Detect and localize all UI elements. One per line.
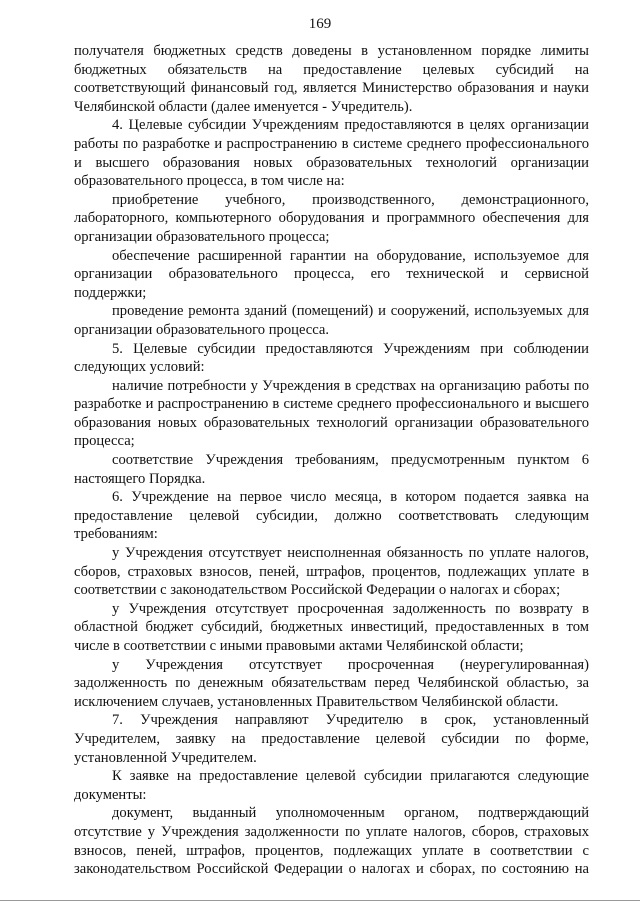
- scan-edge-line: [0, 900, 640, 901]
- paragraph-4: обеспечение расширенной гарантии на оборудование, используемое для организации образовательного процесса, его технической и сервисной поддержки;: [74, 247, 589, 301]
- paragraph-12: у Учреждения отсутствует просроченная (неурегулированная) задолженность по денежным обязательствам перед Челябинской областью, за исключением случаев, установленных Правительством Челябинской области.: [74, 656, 589, 710]
- paragraph-7: наличие потребности у Учреждения в средствах на организацию работы по разработке и распространению в системе среднего профессионального и высшего образования новых образовательных технологий организации образовательного процесса;: [74, 377, 589, 450]
- paragraph-14: К заявке на предоставление целевой субсидии прилагаются следующие документы:: [74, 768, 589, 803]
- paragraph-1: получателя бюджетных средств доведены в установленном порядке лимиты бюджетных обязательств на предоставление целевых субсидий на соответствующий финансовый год, является Министерство образования и науки Челябинской области (далее именуется - Учредитель).: [74, 43, 589, 115]
- paragraph-3: приобретение учебного, производственного, демонстрационного, лабораторного, компьютерного оборудования и программного обеспечения для организации образовательного процесса;: [74, 191, 589, 245]
- paragraph-9: 6. Учреждение на первое число месяца, в котором подается заявка на предоставление целевой субсидии, должно соответствовать следующим требованиям:: [74, 489, 589, 543]
- paragraph-6: 5. Целевые субсидии предоставляются Учреждениям при соблюдении следующих условий:: [74, 340, 589, 376]
- paragraph-8: соответствие Учреждения требованиям, предусмотренным пунктом 6 настоящего Порядка.: [74, 452, 589, 487]
- paragraph-2: 4. Целевые субсидии Учреждениям предоставляются в целях организации работы по разработке и распространению в системе среднего профессионального и высшего образования новых образовательных технологий организации образовательного процесса, в том числе на:: [74, 117, 589, 190]
- paragraph-11: у Учреждения отсутствует просроченная задолженность по возврату в областной бюджет субсидий, бюджетных инвестиций, предоставленных в том числе в соответствии с иными правовыми актами Челябинской области;: [74, 600, 589, 654]
- page-number: 169: [308, 16, 332, 32]
- paragraph-10: у Учреждения отсутствует неисполненная обязанность по уплате налогов, сборов, страховых взносов, пеней, штрафов, процентов, подлежащих уплате в соответствии с законодательством Российской Федерации о налогах и сборах;: [74, 545, 589, 599]
- paragraph-13: 7. Учреждения направляют Учредителю в срок, установленный Учредителем, заявку на предоставление целевой субсидии по форме, установленной Учредителем.: [74, 712, 589, 766]
- paragraph-15: документ, выданный уполномоченным органом, подтверждающий отсутствие у Учреждения задолженности по уплате налогов, сборов, страховых взносов, пеней, штрафов, процентов, подлежащих уплате в соответствии с законодательством Российской Федерации о налогах и сборах, по состоянию на: [74, 805, 589, 878]
- document-body: [74, 42, 589, 879]
- paragraph-5: проведение ремонта зданий (помещений) и сооружений, используемых для организации образовательного процесса.: [74, 303, 589, 338]
